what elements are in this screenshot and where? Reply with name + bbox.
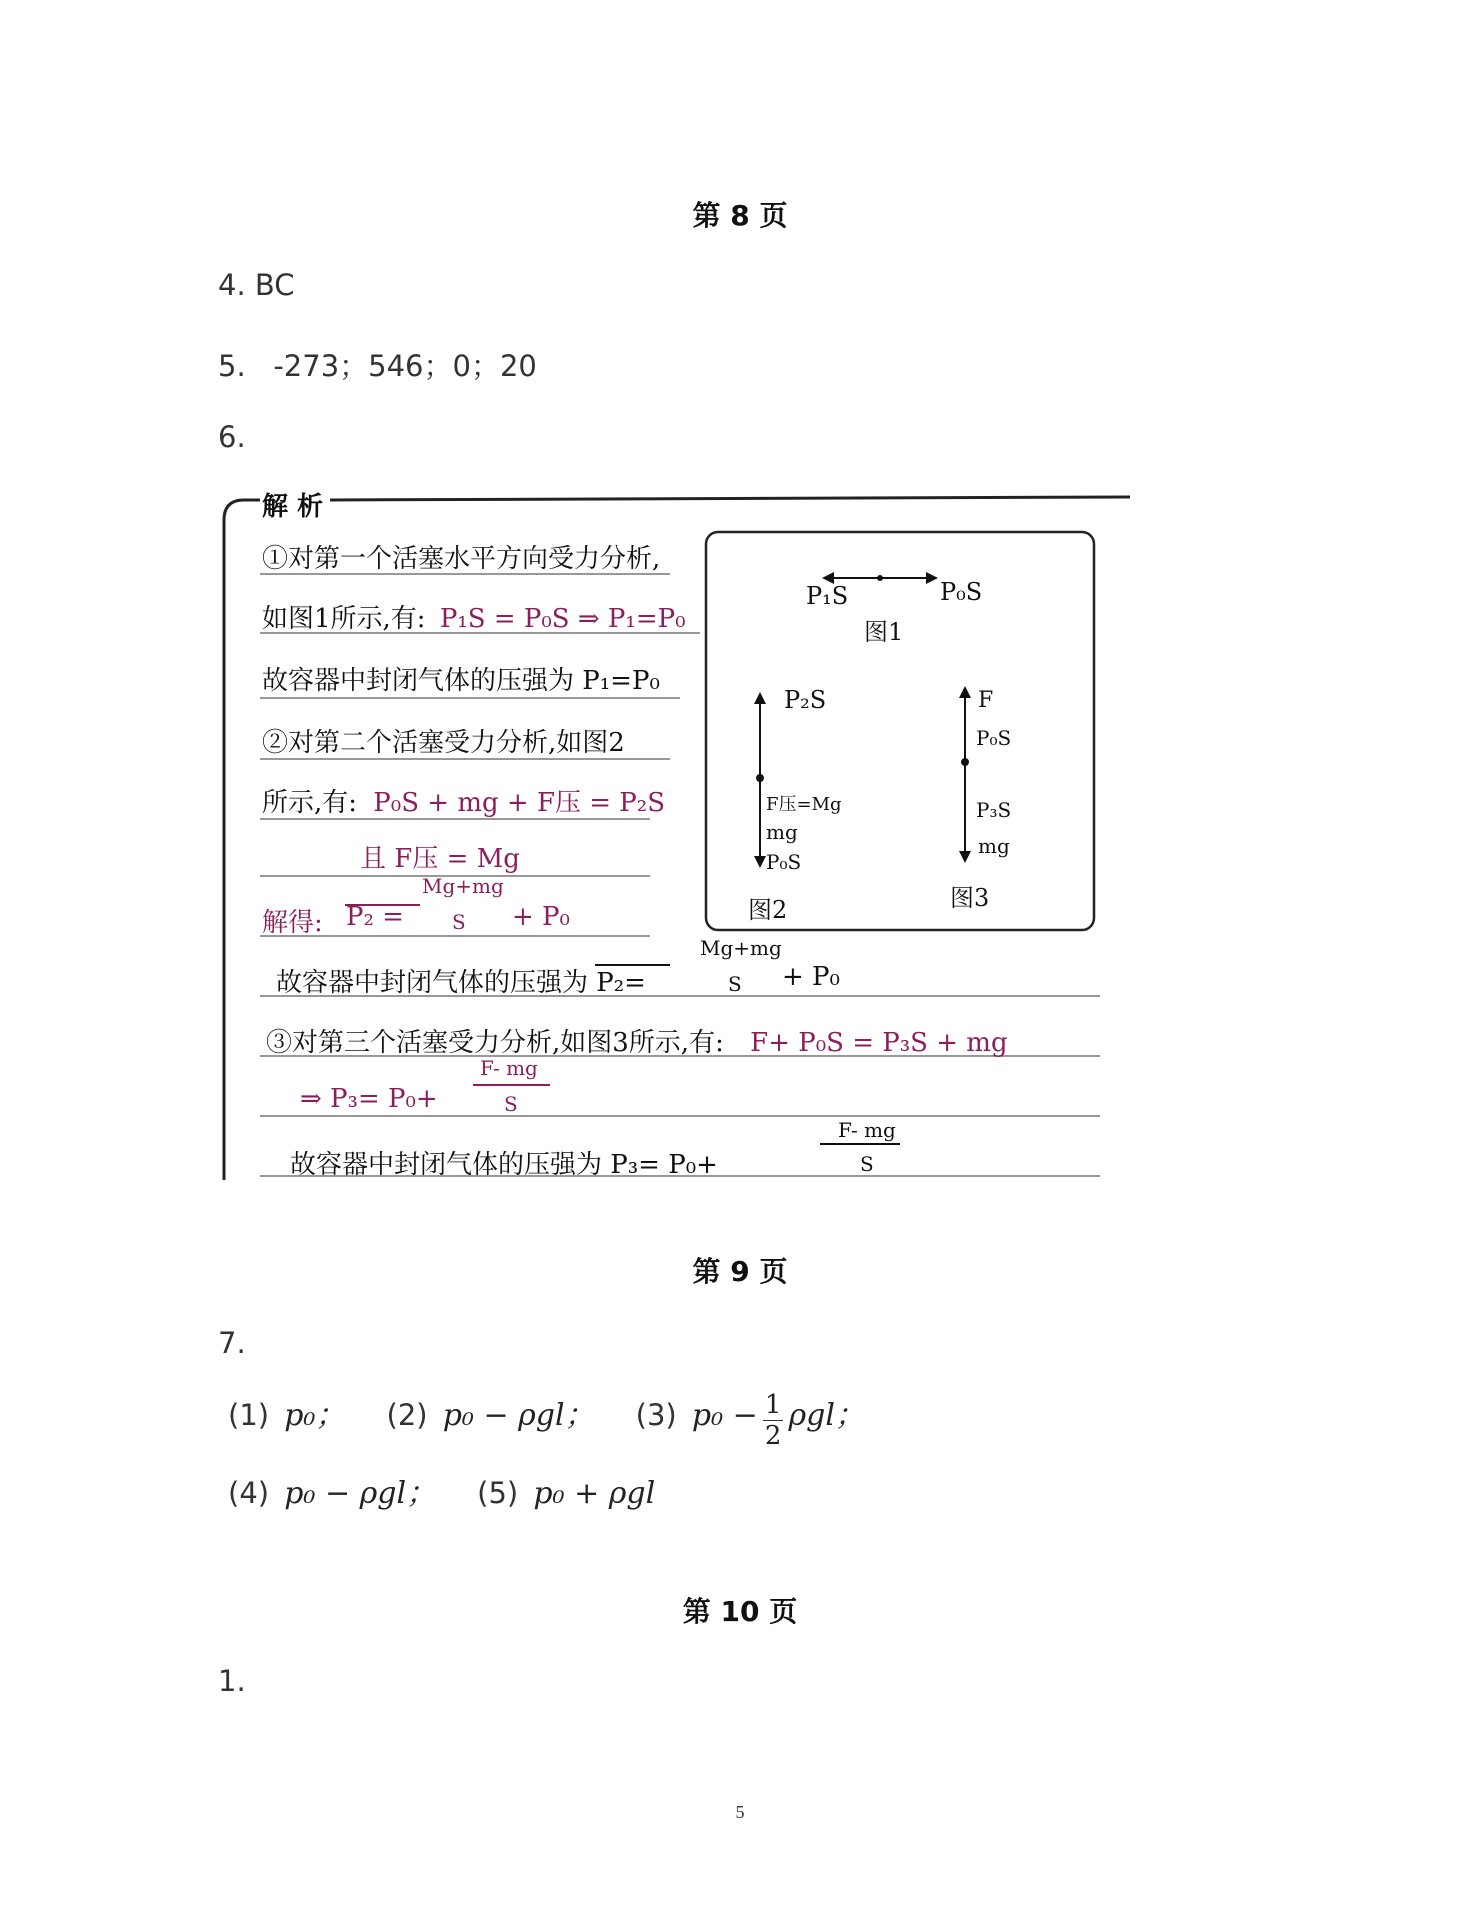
answer-7: 7. <box>218 1326 246 1360</box>
analysis-line-2-formula: P₁S = P₀S ⇒ P₁=P₀ <box>439 604 686 634</box>
q7-value-3-fraction <box>763 1392 784 1449</box>
analysis-line-10-numerator: F- mg <box>480 1056 538 1080</box>
q7-value-4: p₀ − ρgl； <box>284 1476 437 1511</box>
section-title-page-9: 第 9 页 <box>692 1255 788 1288</box>
analysis-line-7-lhs: P₂ = <box>346 902 404 932</box>
analysis-line-7-denominator: S <box>452 910 466 934</box>
q7-value-3-a: p₀ − <box>691 1398 758 1433</box>
analysis-line-11 <box>290 1120 930 1180</box>
analysis-line-9 <box>266 1022 1008 1059</box>
analysis-line-10 <box>300 1056 600 1120</box>
analysis-line-7-numerator: Mg+mg <box>422 874 504 898</box>
figure-3-label: 图3 <box>950 884 990 912</box>
answer-1: 1. <box>218 1664 246 1698</box>
analysis-line-8-text: 故容器中封闭气体的压强为 P₂= <box>276 968 646 998</box>
q7-fraction-denominator: 2 <box>764 1421 782 1451</box>
figure-3-force-1: F <box>978 688 994 713</box>
figure-2-label: 图2 <box>748 896 788 924</box>
analysis-line-9-formula: F+ P₀S = P₃S + mg <box>750 1028 1008 1058</box>
analysis-line-2-text: 如图1所示,有: <box>262 604 426 634</box>
q7-value-1: p₀； <box>284 1398 346 1433</box>
analysis-line-8 <box>276 936 976 1000</box>
analysis-line-5-text: 所示,有: <box>262 788 358 818</box>
figure-2-force-2: mg <box>766 820 798 844</box>
q7-answers-row-1 <box>228 1390 928 1450</box>
answer-6: 6. <box>218 420 246 454</box>
figure-2-top-force: P₂S <box>784 686 827 714</box>
analysis-line-8-numerator: Mg+mg <box>700 936 782 960</box>
analysis-line-4: ②对第二个活塞受力分析,如图2 <box>262 728 625 758</box>
analysis-line-5 <box>262 782 665 819</box>
analysis-line-7-label: 解得: <box>262 908 323 938</box>
analysis-line-8-rest: + P₀ <box>782 962 840 992</box>
section-title-page-10: 第 10 页 <box>682 1595 798 1628</box>
figure-2-force-1: F压=Mg <box>766 794 842 815</box>
figure-1-left-force: P₁S <box>806 582 849 610</box>
answer-5: 5. -273；546；0；20 <box>218 349 537 383</box>
q7-index-5: (5) <box>477 1476 519 1510</box>
analysis-line-11-denominator: S <box>860 1152 874 1176</box>
q7-fraction-numerator: 1 <box>764 1390 782 1420</box>
q7-index-4: (4) <box>228 1476 270 1510</box>
answer-4: 4. BC <box>218 268 295 302</box>
q7-index-3: (3) <box>635 1398 677 1432</box>
figure-1-right-force: P₀S <box>940 578 983 606</box>
analysis-line-1: ①对第一个活塞水平方向受力分析, <box>262 544 661 574</box>
q7-value-5: p₀ + ρgl <box>533 1476 656 1511</box>
analysis-line-3: 故容器中封闭气体的压强为 P₁=P₀ <box>262 666 660 696</box>
analysis-heading: 解 析 <box>262 492 324 522</box>
analysis-line-10-denominator: S <box>504 1092 518 1116</box>
analysis-line-10-lhs: ⇒ P₃= P₀+ <box>300 1084 438 1114</box>
analysis-line-5-formula: P₀S + mg + F压 = P₂S <box>373 788 666 818</box>
section-title-page-8: 第 8 页 <box>692 199 788 232</box>
figure-2-force-3: P₀S <box>766 850 802 874</box>
analysis-line-7-rest: + P₀ <box>512 902 570 932</box>
analysis-line-9-text: ③对第三个活塞受力分析,如图3所示,有: <box>266 1028 724 1058</box>
q7-answers-row-2 <box>228 1468 655 1512</box>
figure-3-force-4: mg <box>978 834 1010 858</box>
analysis-line-11-text: 故容器中封闭气体的压强为 P₃= P₀+ <box>290 1150 718 1180</box>
analysis-line-2 <box>262 598 686 635</box>
page-number: 5 <box>735 1802 745 1822</box>
q7-value-2: p₀ − ρgl； <box>442 1398 595 1433</box>
q7-index-1: (1) <box>228 1398 270 1432</box>
analysis-line-8-denominator: S <box>728 972 742 996</box>
figure-1-label: 图1 <box>864 618 904 646</box>
analysis-line-11-numerator: F- mg <box>838 1118 896 1142</box>
q7-index-2: (2) <box>386 1398 428 1432</box>
q7-value-3-b: ρgl； <box>788 1398 865 1433</box>
figure-3-force-3: P₃S <box>976 798 1012 822</box>
figure-3-force-2: P₀S <box>976 726 1012 750</box>
analysis-line-6: 且 F压 = Mg <box>360 844 520 874</box>
